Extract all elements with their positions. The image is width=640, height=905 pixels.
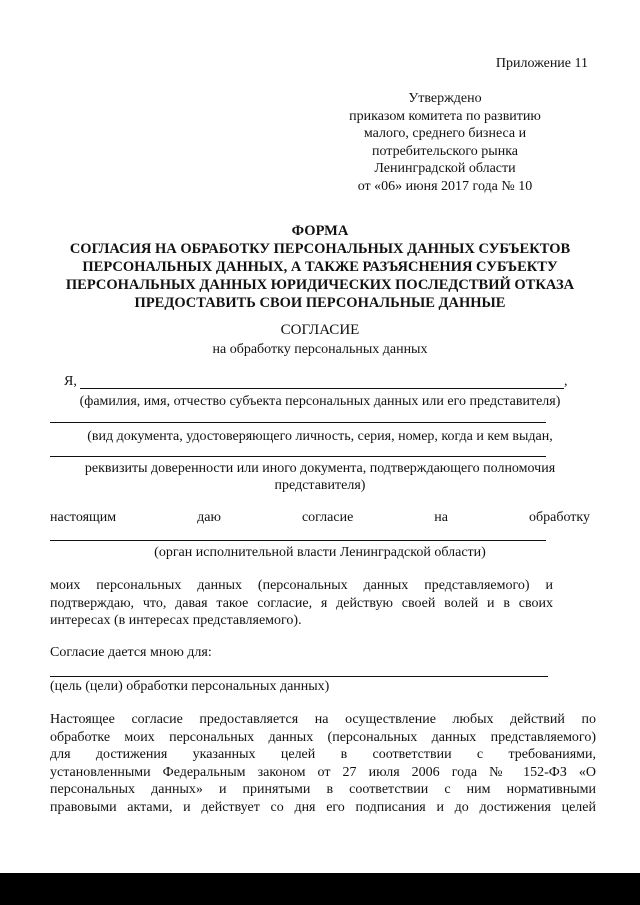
purpose-fill-line[interactable] <box>50 676 548 677</box>
consent-word: настоящим <box>50 510 117 525</box>
form-title-line: СОГЛАСИЯ НА ОБРАБОТКУ ПЕРСОНАЛЬНЫХ ДАННЫХ СУБЪЕКТОВ <box>69 241 571 257</box>
proxy-caption-continued: представителя) <box>274 478 366 493</box>
approval-line: от «06» июня 2017 года № 10 <box>357 178 533 194</box>
consent-subheading: на обработку персональных данных <box>212 342 428 357</box>
paragraph-confirmation <box>50 577 553 630</box>
scan-bottom-edge <box>0 873 640 905</box>
paragraph-line: установленными Федеральным законом от 27 июля 2006 года № 152-ФЗ «О <box>50 764 596 780</box>
paragraph-line: Настоящее согласие предоставляется на осуществление любых действий по <box>50 712 596 727</box>
form-title-line: ПРЕДОСТАВИТЬ СВОИ ПЕРСОНАЛЬНЫЕ ДАННЫЕ <box>134 295 506 311</box>
consent-word: обработку <box>529 510 590 525</box>
approval-line: Утверждено <box>408 91 482 106</box>
purpose-label: Согласие дается мною для: <box>50 645 212 660</box>
consent-word: на <box>434 510 449 525</box>
form-title-line: ФОРМА <box>291 223 349 239</box>
consent-word: даю <box>197 510 221 525</box>
paragraph-consent-terms <box>50 711 596 816</box>
approval-block <box>305 90 585 195</box>
paragraph-line: правовыми актами, и действует со дня его подписания и до достижения целей <box>50 799 596 815</box>
i-label: Я, <box>64 374 77 389</box>
paragraph-line: для достижения указанных целей в соответствии с требованиями, <box>50 747 596 762</box>
paragraph-line: подтверждаю, что, давая такое согласие, я действую своей волей и в своих <box>50 595 553 611</box>
consent-word: согласие <box>301 510 354 525</box>
trailing-comma: , <box>564 374 568 389</box>
document-fill-line[interactable] <box>50 422 546 423</box>
consent-words-row <box>50 510 590 526</box>
paragraph-line: моих персональных данных (персональных данных представляемого) и <box>50 578 553 593</box>
proxy-caption: реквизиты доверенности или иного документа, подтверждающего полномочия <box>84 461 556 476</box>
proxy-fill-line[interactable] <box>50 456 546 457</box>
purpose-caption: (цель (цели) обработки персональных данных) <box>50 679 330 694</box>
paragraph-line: интересах (в интересах представляемого). <box>50 613 302 628</box>
paragraph-line: персональных данных» и принятыми в соответствии с ним нормативными <box>50 782 596 797</box>
authority-fill-line[interactable] <box>50 540 546 541</box>
consent-heading: СОГЛАСИЕ <box>280 322 360 338</box>
authority-caption: (орган исполнительной власти Ленинградской области) <box>154 545 486 560</box>
appendix-number: Приложение 11 <box>495 56 588 71</box>
name-caption: (фамилия, имя, отчество субъекта персональных данных или его представителя) <box>79 394 561 409</box>
approval-line: приказом комитета по развитию <box>349 108 541 124</box>
form-title-line: ПЕРСОНАЛЬНЫХ ДАННЫХ ЮРИДИЧЕСКИХ ПОСЛЕДСТВИЙ ОТКАЗА <box>65 277 575 293</box>
form-title-line: ПЕРСОНАЛЬНЫХ ДАННЫХ, А ТАКЖЕ РАЗЪЯСНЕНИЯ СУБЪЕКТУ <box>82 259 558 275</box>
approval-line: потребительского рынка <box>371 143 519 159</box>
document-caption: (вид документа, удостоверяющего личность, серия, номер, когда и кем выдан, <box>87 429 553 444</box>
approval-line: малого, среднего бизнеса и <box>363 126 527 141</box>
name-fill-line[interactable] <box>80 388 564 389</box>
form-title <box>30 222 610 312</box>
paragraph-line: обработке моих персональных данных (персональных данных представляемого) <box>50 729 596 745</box>
approval-line: Ленинградской области <box>374 161 516 176</box>
